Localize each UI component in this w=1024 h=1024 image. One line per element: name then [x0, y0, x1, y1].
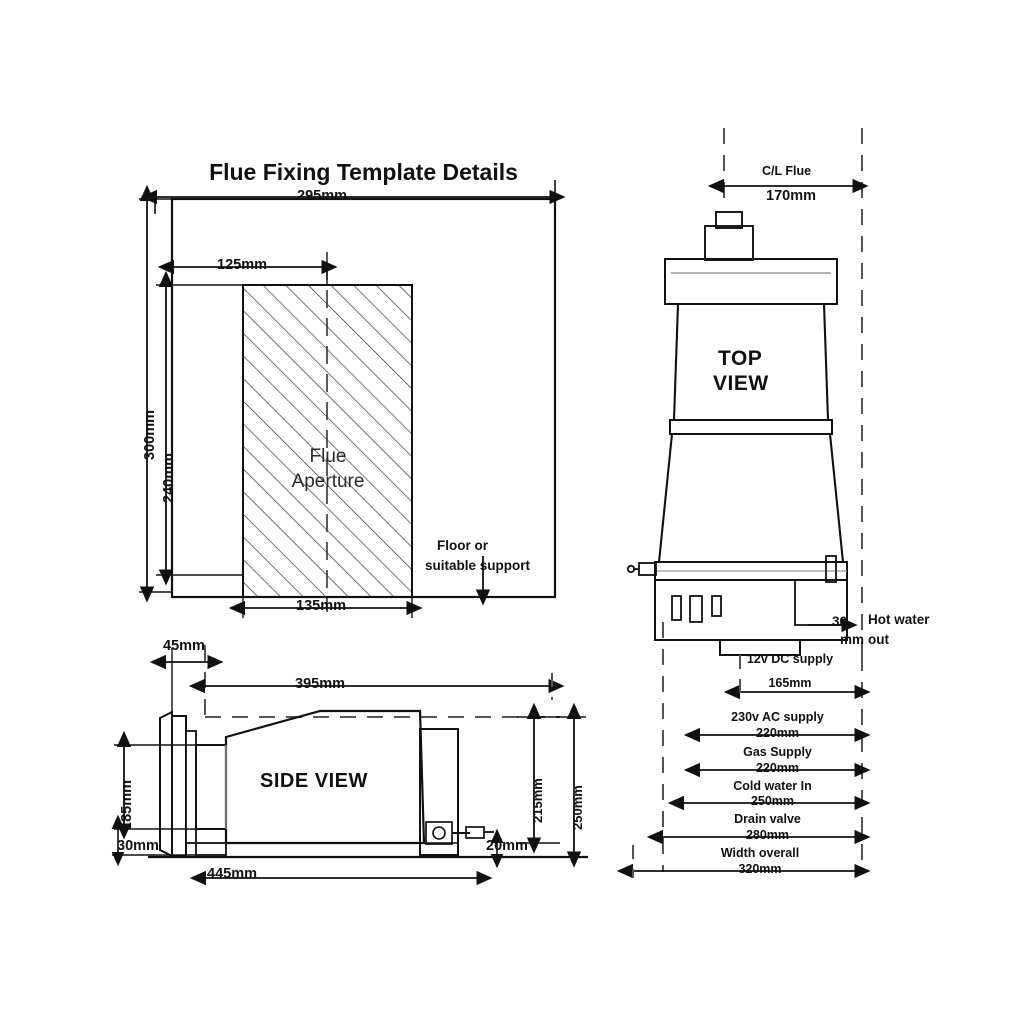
top-view-label-line1: TOP — [718, 347, 763, 370]
page-title: Flue Fixing Template Details — [209, 159, 518, 185]
dim-aperture-width: 135mm — [296, 598, 346, 614]
value-gas-supply: 220mm — [755, 761, 800, 775]
label-cold-water-in: Cold water In — [733, 779, 812, 793]
label-supply-230v-ac: 230v AC supply — [731, 710, 824, 724]
dim-height-inner: 215mm — [530, 778, 545, 823]
dim-hot-water-offset-line1: 30 — [832, 614, 848, 629]
dim-cl-flue: 170mm — [766, 188, 816, 204]
value-drain-valve: 280mm — [745, 828, 790, 842]
dim-aperture-height: 240mm — [161, 453, 177, 503]
dim-overall-length: 445mm — [207, 866, 257, 882]
label-drain-valve: Drain valve — [734, 812, 801, 826]
side-view-label: SIDE VIEW — [260, 770, 368, 792]
label-gas-supply: Gas Supply — [743, 745, 812, 759]
dim-bottom-offset: 30mm — [117, 838, 159, 854]
top-view-label-line2: VIEW — [713, 372, 769, 395]
aperture-label-line1: Flue — [309, 446, 347, 467]
label-width-overall: Width overall — [720, 846, 800, 860]
dim-flange-height: 185mm — [119, 780, 135, 830]
value-cold-water-in: 250mm — [750, 794, 795, 808]
label-cl-flue: C/L Flue — [762, 164, 812, 178]
label-hot-water-out-line1: Hot water — [868, 612, 930, 627]
dim-flange-offset: 45mm — [163, 638, 205, 654]
dim-height-outer: 250mm — [570, 785, 585, 830]
dim-template-offset-left: 125mm — [217, 257, 267, 273]
support-note-line1: Floor or — [437, 538, 488, 553]
dim-template-width: 295mm — [297, 188, 347, 204]
dim-hot-water-offset-line2: mm — [840, 632, 865, 647]
aperture-label-line2: Aperture — [291, 471, 365, 492]
dim-body-length: 395mm — [295, 676, 345, 692]
value-width-overall: 320mm — [738, 862, 782, 876]
dim-foot-offset: 20mm — [486, 838, 528, 854]
label-supply-12v-dc: 12v DC supply — [746, 652, 834, 666]
support-note-line2: suitable support — [425, 558, 531, 573]
dim-template-height: 300mm — [142, 410, 158, 460]
value-supply-12v-dc: 165mm — [768, 676, 812, 690]
value-supply-230v-ac: 220mm — [755, 726, 800, 740]
label-hot-water-out-line2: out — [868, 632, 889, 647]
